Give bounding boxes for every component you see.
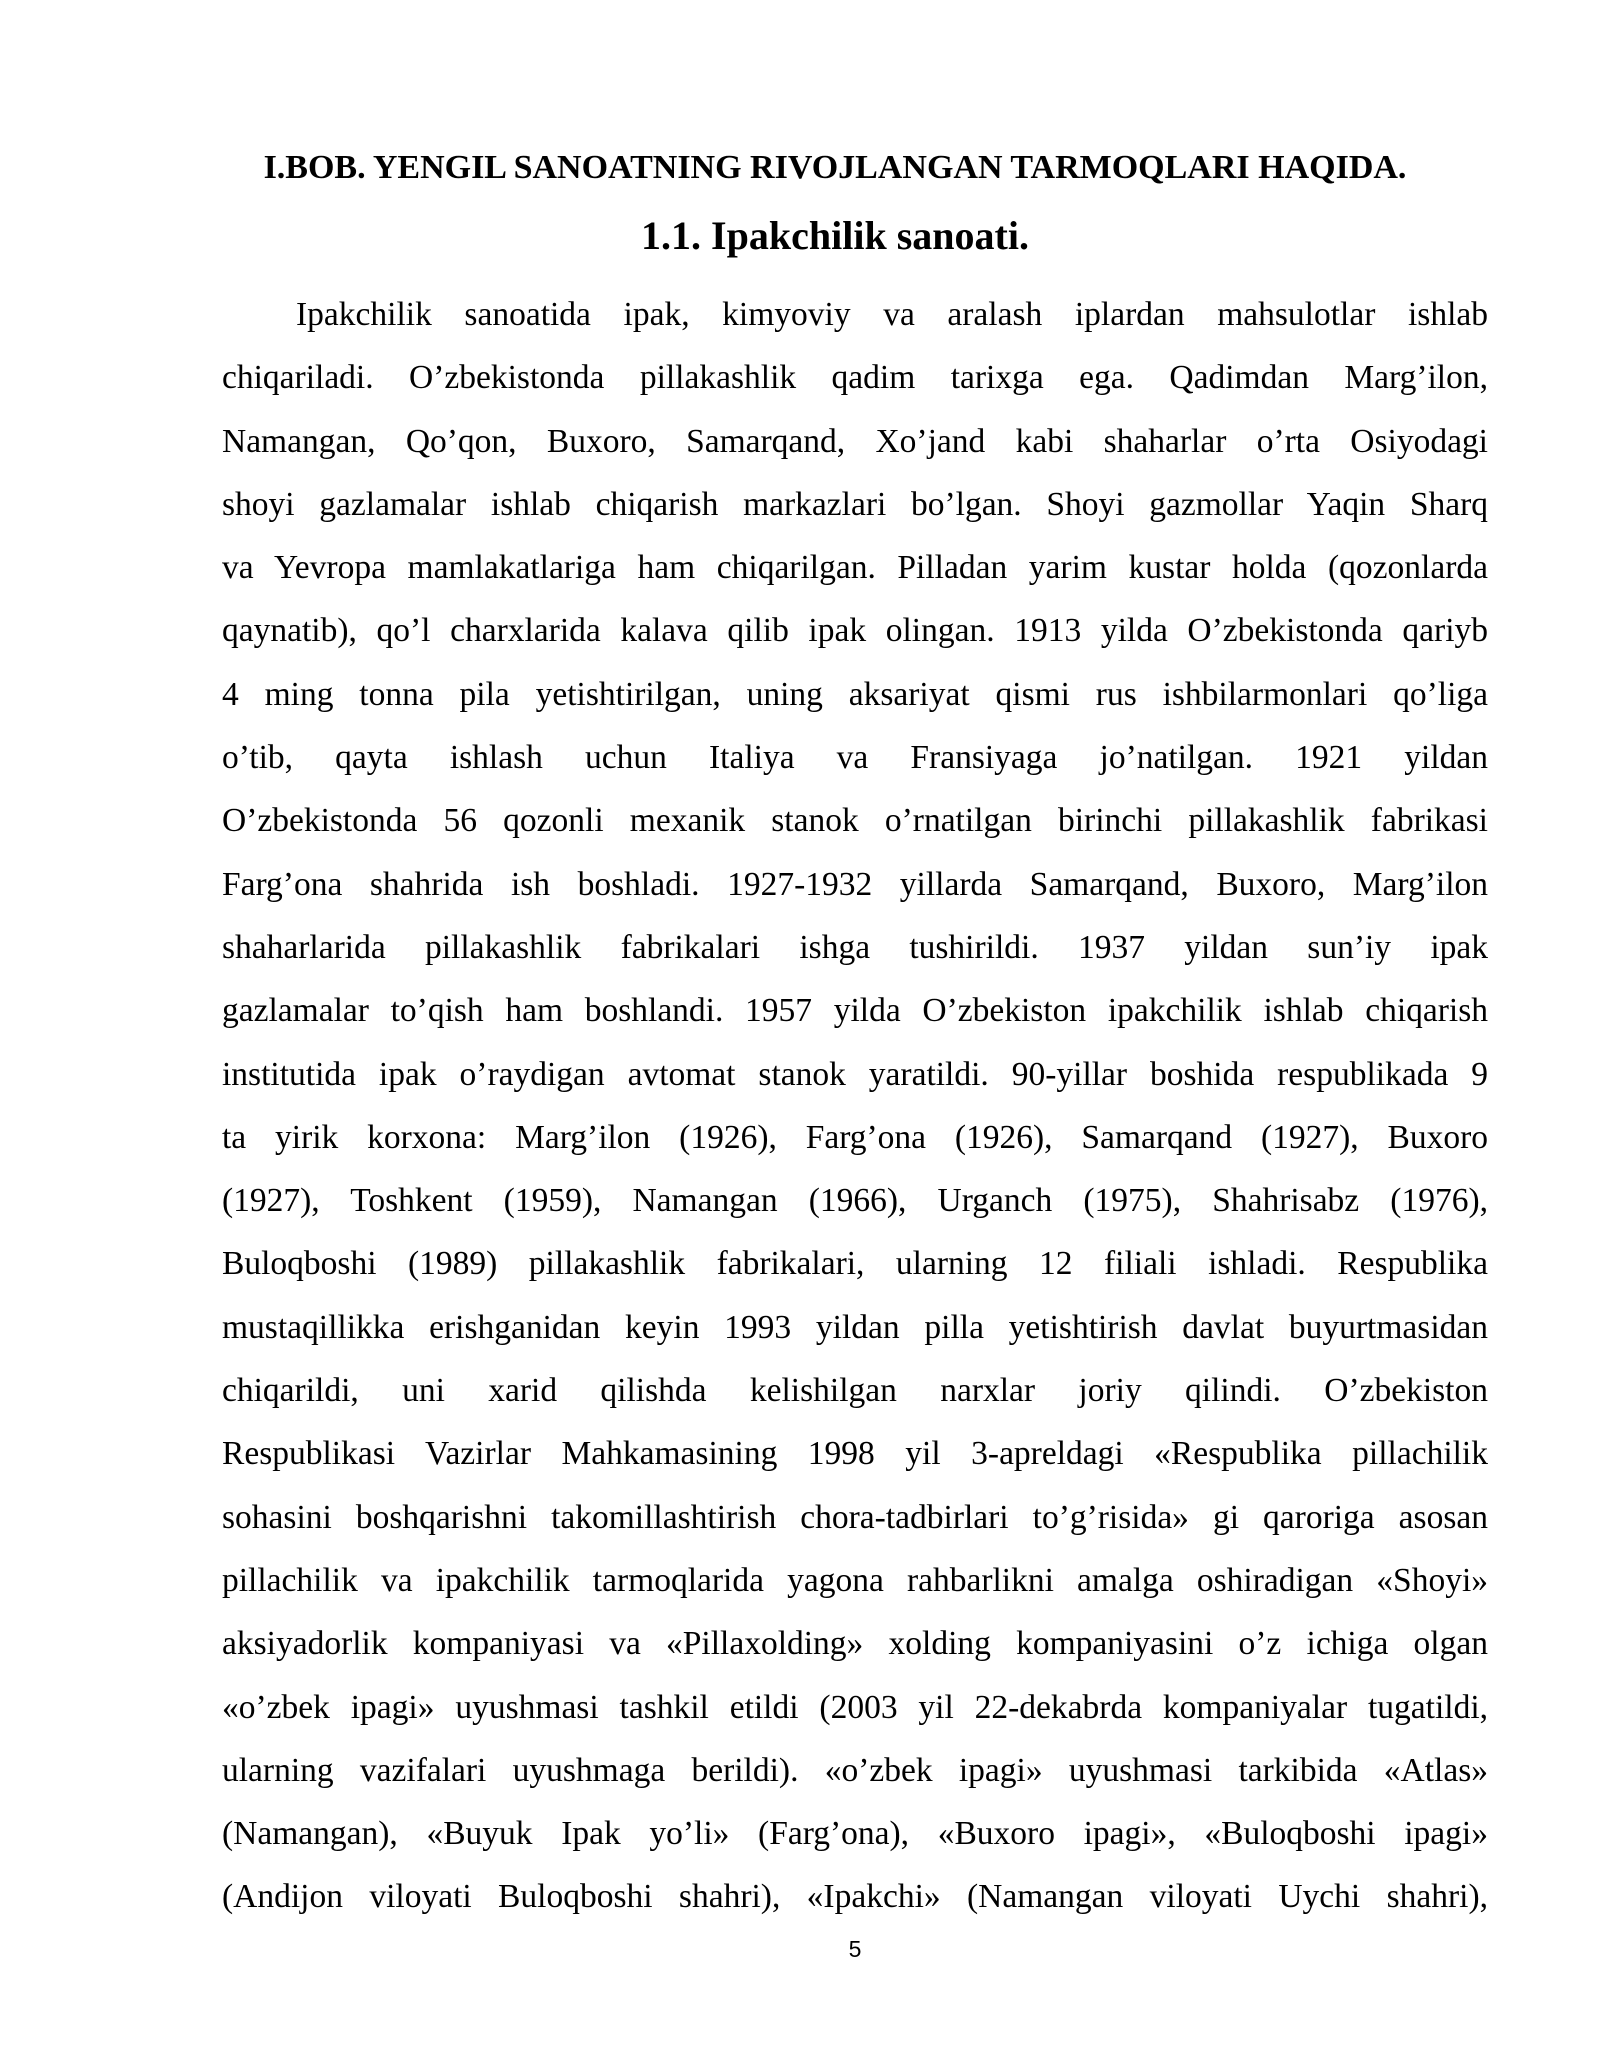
paragraph-line: Respublikasi Vazirlar Mahkamasining 1998 yil 3-apreldagi «Respublika pillachilik (222, 1435, 1488, 1473)
paragraph-line: «o’zbek ipagi» uyushmasi tashkil etildi (2003 yil 22-dekabrda kompaniyalar tugatildi, (222, 1688, 1488, 1726)
paragraph-line: chiqarildi, uni xarid qilishda kelishilgan narxlar joriy qilindi. O’zbekiston (222, 1372, 1488, 1410)
section-title: 1.1. Ipakchilik sanoati. (641, 213, 1029, 258)
paragraph-line: o’tib, qayta ishlash uchun Italiya va Fransiyaga jo’natilgan. 1921 yildan (222, 739, 1488, 777)
paragraph-line: chiqariladi. O’zbekistonda pillakashlik qadim tarixga ega. Qadimdan Marg’ilon, (222, 359, 1488, 397)
paragraph-line: shoyi gazlamalar ishlab chiqarish markazlari bo’lgan. Shoyi gazmollar Yaqin Sharq (222, 485, 1488, 523)
paragraph-line: institutida ipak o’raydigan avtomat stanok yaratildi. 90-yillar boshida respublikada 9 (222, 1055, 1488, 1093)
paragraph-line: Buloqboshi (1989) pillakashlik fabrikalari, ularning 12 filiali ishladi. Respublika (222, 1245, 1488, 1283)
paragraph-line: (Andijon viloyati Buloqboshi shahri), «Ipakchi» (Namangan viloyati Uychi shahri), (222, 1878, 1488, 1916)
paragraph-line: (Namangan), «Buyuk Ipak yo’li» (Farg’ona), «Buxoro ipagi», «Buloqboshi ipagi» (222, 1815, 1488, 1853)
paragraph-line: ularning vazifalari uyushmaga berildi). «o’zbek ipagi» uyushmasi tarkibida «Atlas» (222, 1751, 1488, 1789)
paragraph-line: Farg’ona shahrida ish boshladi. 1927-1932 yillarda Samarqand, Buxoro, Marg’ilon (222, 865, 1488, 903)
paragraph-line: qaynatib), qo’l charxlarida kalava qilib ipak olingan. 1913 yilda O’zbekistonda qariyb (222, 612, 1488, 650)
paragraph-line: va Yevropa mamlakatlariga ham chiqarilgan. Pilladan yarim kustar holda (qozonlarda (222, 549, 1488, 587)
paragraph-line: O’zbekistonda 56 qozonli mexanik stanok o’rnatilgan birinchi pillakashlik fabrikasi (222, 802, 1488, 840)
paragraph-line: mustaqillikka erishganidan keyin 1993 yildan pilla yetishtirish davlat buyurtmasidan (222, 1308, 1488, 1346)
paragraph-line: ta yirik korxona: Marg’ilon (1926), Farg’ona (1926), Samarqand (1927), Buxoro (222, 1118, 1488, 1156)
body-paragraph (222, 283, 1488, 1929)
paragraph-line: (1927), Toshkent (1959), Namangan (1966), Urganch (1975), Shahrisabz (1976), (222, 1182, 1488, 1220)
page-number: 5 (848, 1936, 862, 1962)
paragraph-line: 4 ming tonna pila yetishtirilgan, uning aksariyat qismi rus ishbilarmonlari qo’liga (222, 675, 1488, 713)
paragraph-line: Ipakchilik sanoatida ipak, kimyoviy va aralash iplardan mahsulotlar ishlab (296, 296, 1488, 333)
paragraph-line: Namangan, Qo’qon, Buxoro, Samarqand, Xo’jand kabi shaharlar o’rta Osiyodagi (222, 422, 1488, 460)
paragraph-line: gazlamalar to’qish ham boshlandi. 1957 yilda O’zbekiston ipakchilik ishlab chiqarish (222, 992, 1488, 1030)
chapter-title: I.BOB. YENGIL SANOATNING RIVOJLANGAN TARMOQLARI HAQIDA. (263, 149, 1407, 186)
paragraph-line: aksiyadorlik kompaniyasi va «Pillaxolding» xolding kompaniyasini o’z ichiga olgan (222, 1625, 1488, 1663)
paragraph-line: sohasini boshqarishni takomillashtirish chora-tadbirlari to’g’risida» gi qaroriga asosan (222, 1498, 1488, 1536)
paragraph-line: pillachilik va ipakchilik tarmoqlarida yagona rahbarlikni amalga oshiradigan «Shoyi» (222, 1561, 1488, 1599)
paragraph-line: shaharlarida pillakashlik fabrikalari ishga tushirildi. 1937 yildan sun’iy ipak (222, 928, 1488, 966)
